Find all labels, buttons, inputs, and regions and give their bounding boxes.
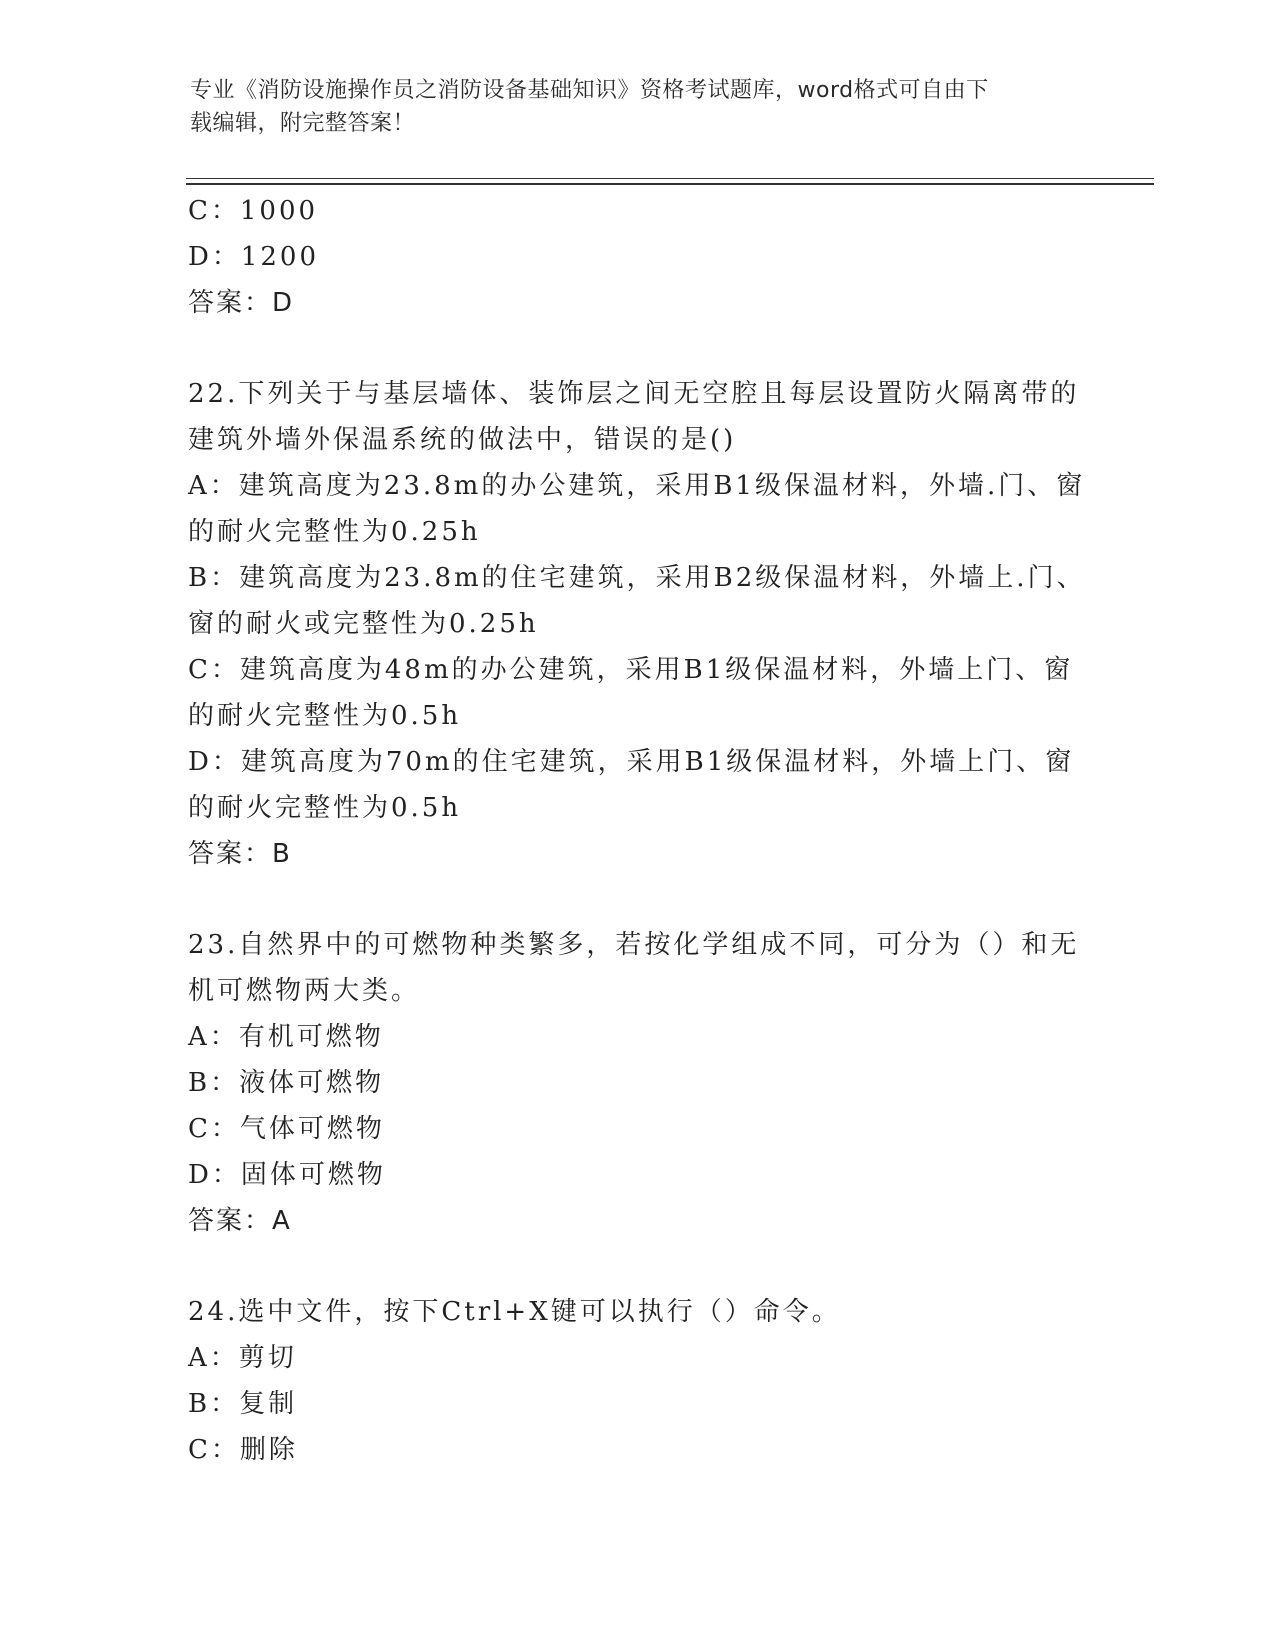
q22-option-d-line-1: D：建筑高度为70m的住宅建筑，采用B1级保温材料，外墙上门、窗 [188, 747, 1075, 777]
q24-option-b: B：复制 [188, 1389, 298, 1419]
spacer [188, 326, 1088, 371]
header-line-2: 载编辑，附完整答案！ [190, 111, 416, 136]
q21-option-c: C：1000 [188, 196, 319, 226]
question-24 [188, 1289, 1088, 1473]
q23-option-d: D：固体可燃物 [188, 1160, 386, 1190]
q24-stem: 24.选中文件，按下Ctrl+X键可以执行（）命令。 [188, 1297, 841, 1327]
q22-answer: 答案：B [188, 839, 292, 869]
q21-option-d: D：1200 [188, 242, 320, 272]
q23-option-a: A：有机可燃物 [188, 1022, 384, 1052]
question-23 [188, 922, 1088, 1244]
q24-option-c: C：删除 [188, 1435, 298, 1465]
q22-stem-line-1: 22.下列关于与基层墙体、装饰层之间无空腔且每层设置防火隔离带的 [188, 379, 1080, 409]
q23-stem-line-1: 23.自然界中的可燃物种类繁多，若按化学组成不同，可分为（）和无 [188, 930, 1080, 960]
header-divider-thin [186, 178, 1154, 179]
q23-stem-line-2: 机可燃物两大类。 [188, 976, 421, 1006]
q21-answer: 答案：D [188, 288, 295, 318]
q22-option-c-line-2: 的耐火完整性为0.5h [188, 701, 462, 731]
question-21-tail [188, 188, 1088, 326]
question-22 [188, 371, 1088, 877]
q23-option-c: C：气体可燃物 [188, 1114, 385, 1144]
q22-stem-line-2: 建筑外墙外保温系统的做法中，错误的是() [188, 425, 737, 455]
q24-option-a: A：剪切 [188, 1343, 297, 1373]
spacer [188, 1244, 1088, 1289]
header-line-1: 专业《消防设施操作员之消防设备基础知识》资格考试题库，word格式可自由下 [190, 78, 989, 103]
q22-option-a-line-1: A：建筑高度为23.8m的办公建筑，采用B1级保温材料，外墙.门、窗 [188, 471, 1086, 501]
q22-option-c-line-1: C：建筑高度为48m的办公建筑，采用B1级保温材料，外墙上门、窗 [188, 655, 1074, 685]
document-header [190, 74, 1090, 140]
q22-option-b-line-2: 窗的耐火或完整性为0.25h [188, 609, 539, 639]
q22-option-a-line-2: 的耐火完整性为0.25h [188, 517, 481, 547]
spacer [188, 877, 1088, 922]
q23-option-b: B：液体可燃物 [188, 1068, 385, 1098]
q22-option-b-line-1: B：建筑高度为23.8m的住宅建筑，采用B2级保温材料，外墙上.门、 [188, 563, 1086, 593]
q22-option-d-line-2: 的耐火完整性为0.5h [188, 793, 462, 823]
q23-answer: 答案：A [188, 1206, 292, 1236]
header-divider-thick [186, 183, 1154, 185]
question-list [188, 188, 1088, 1473]
